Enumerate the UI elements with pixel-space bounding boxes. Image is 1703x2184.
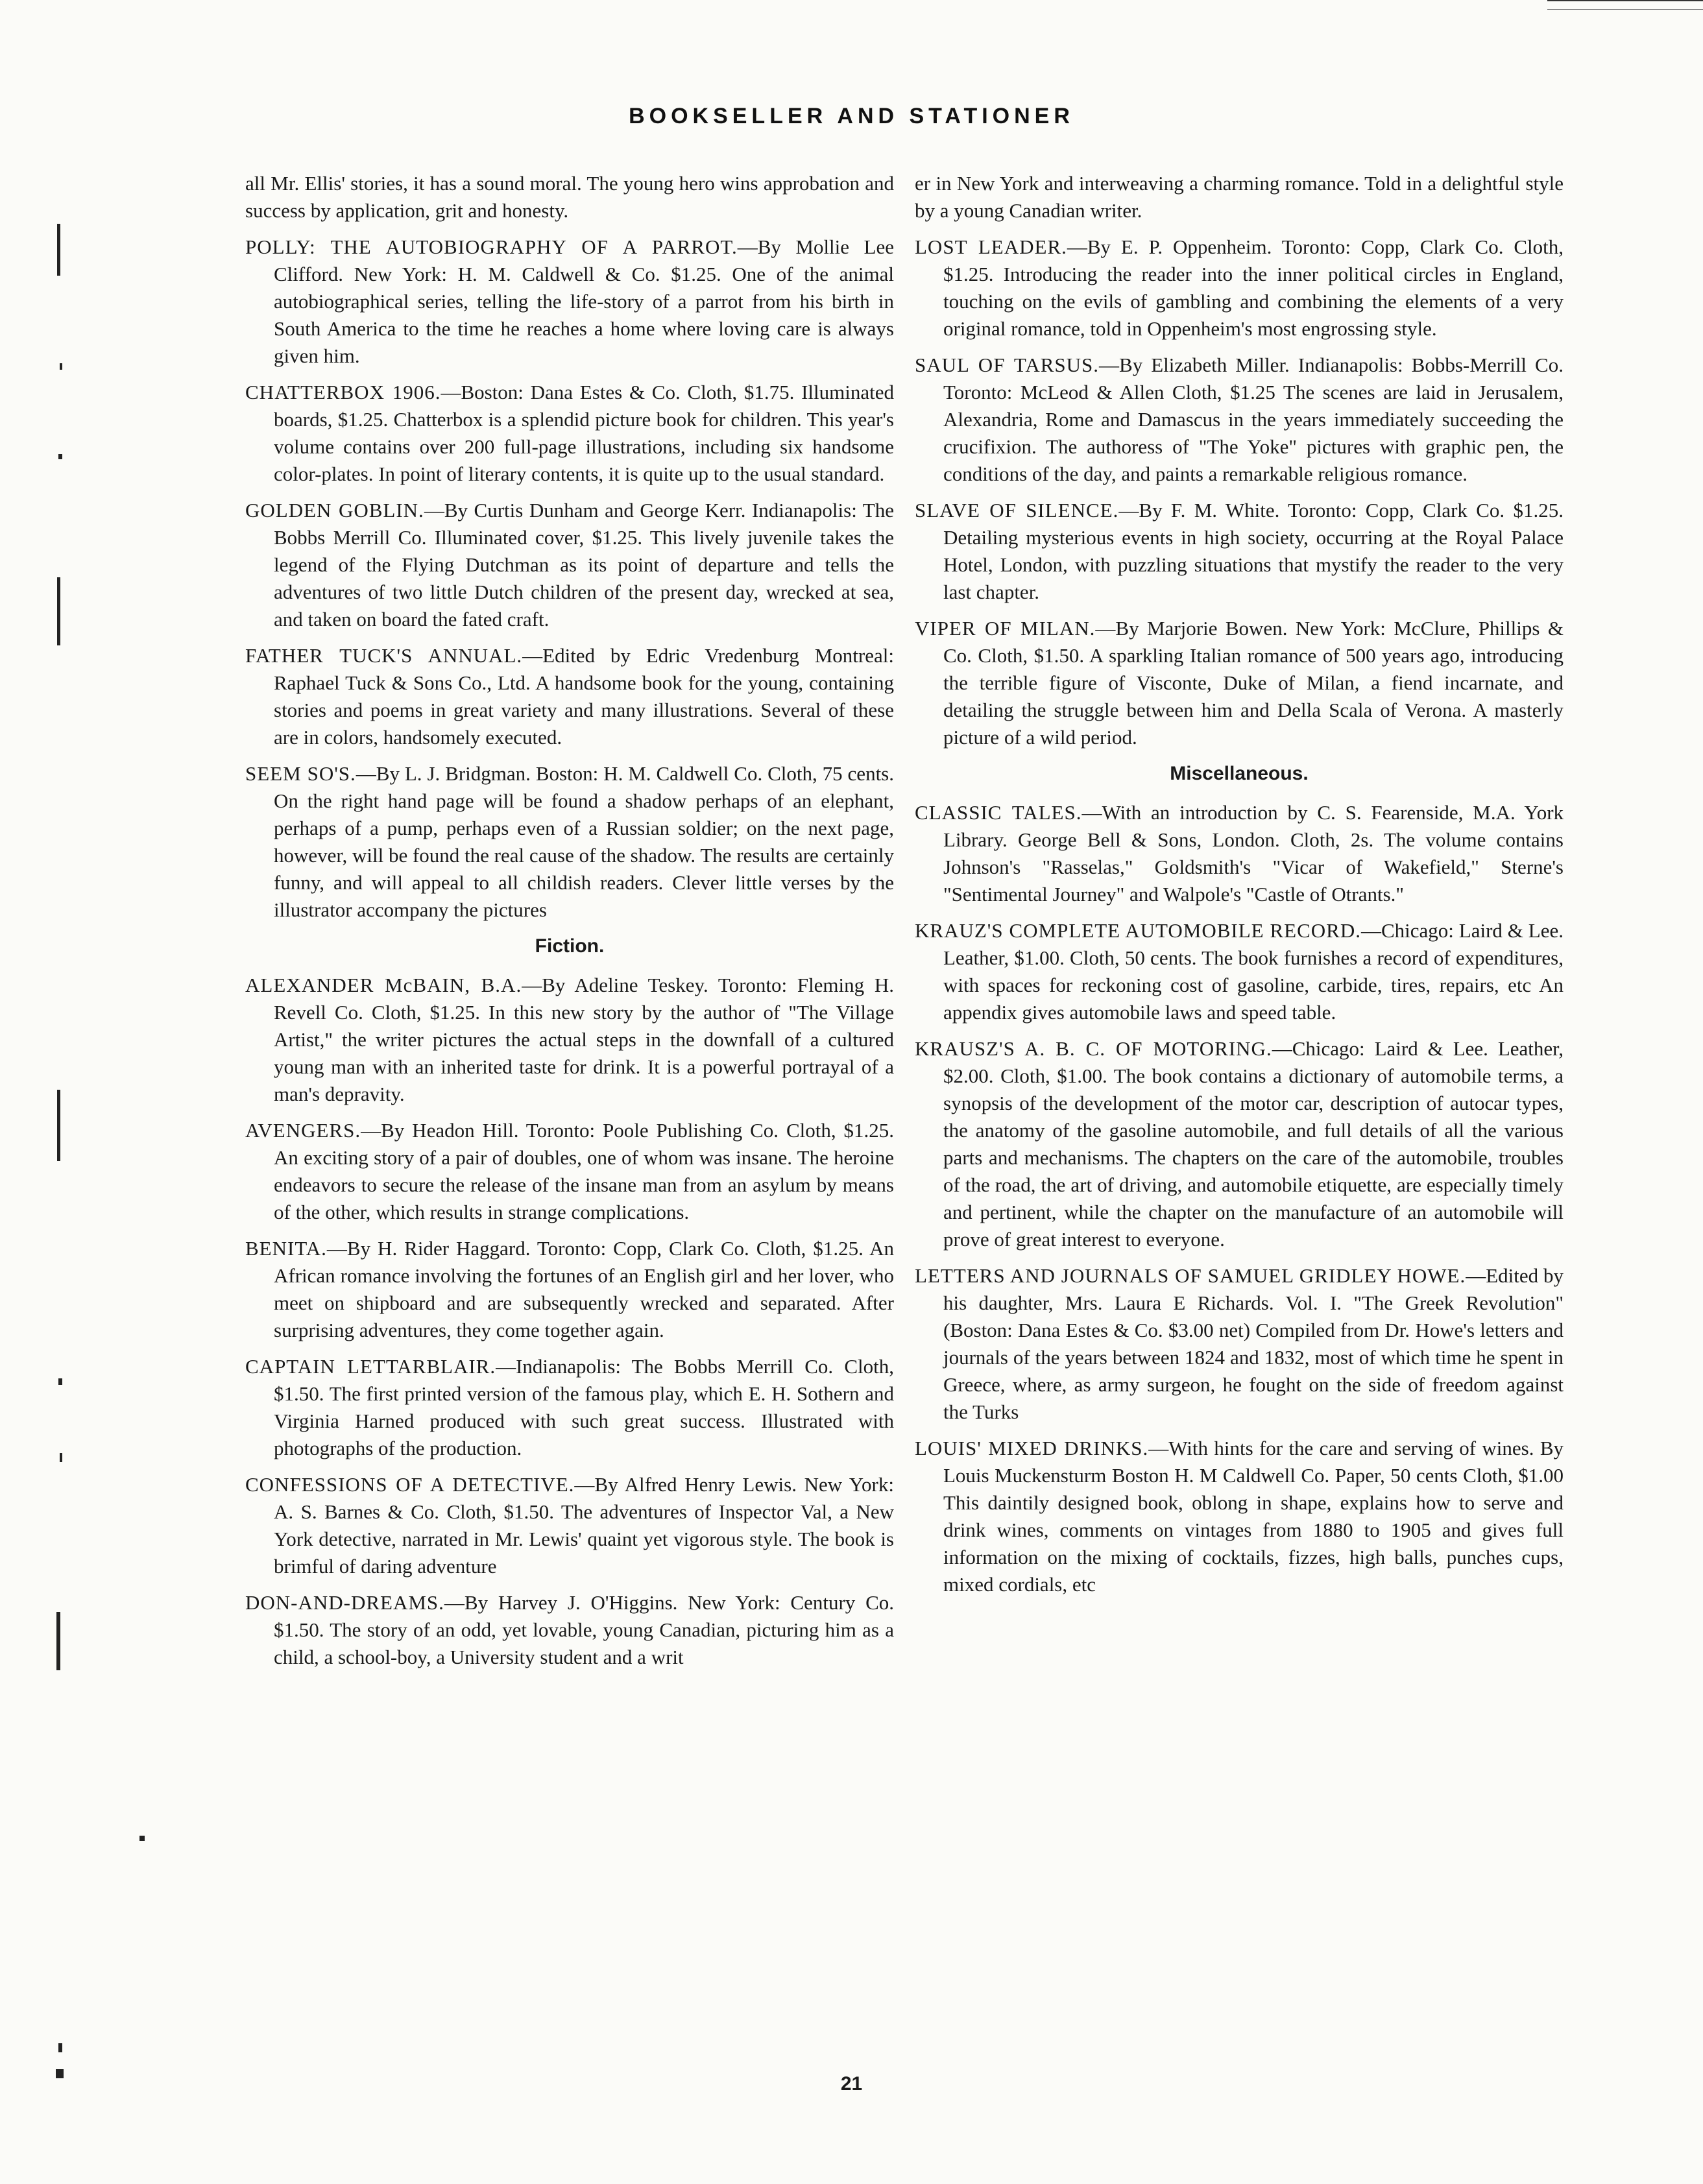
margin-mark	[57, 224, 60, 276]
book-description: —By E. P. Oppenheim. Toronto: Copp, Clark Co. Cloth, $1.25. Introducing the reader into the inner political circles in England, touching on the evils of gambling and combining the elements of a very original romance, told in Oppenheim's most engrossing style.	[943, 235, 1564, 340]
list-item	[245, 642, 894, 751]
list-item	[915, 1262, 1564, 1426]
margin-mark	[139, 1836, 145, 1841]
book-description: —By Alfred Henry Lewis. New York: A. S. Barnes & Co. Cloth, $1.50. The adventures of Inspector Val, a New York detective, narrated in Mr. Lewis' quaint yet vigorous style. The book is brimful of daring adventure	[274, 1473, 894, 1578]
list-item	[915, 1035, 1564, 1253]
list-item	[245, 1235, 894, 1344]
book-description: —By Headon Hill. Toronto: Poole Publishing Co. Cloth, $1.25. An exciting story of a pair of doubles, one of whom was insane. The heroine endeavors to secure the release of the insane man from an asylum by means of the other, which results in strange complications.	[274, 1119, 894, 1223]
book-title: SEEM SO'S.	[245, 762, 356, 785]
book-title: CAPTAIN LETTARBLAIR.	[245, 1355, 496, 1378]
book-description: —With hints for the care and serving of wines. By Louis Muckensturm Boston H. M Caldwell Co. Paper, 50 cents Cloth, $1.00 This daintily designed book, oblong in shape, explains how to serve and drink wines, comments on vintages from 1880 to 1905 and gives full information on the mixing of cocktails, fizzes, high balls, punches cups, mixed cordials, etc	[943, 1437, 1564, 1596]
book-title: GOLDEN GOBLIN.	[245, 499, 424, 522]
book-title: AVENGERS.	[245, 1119, 361, 1142]
margin-mark	[57, 577, 60, 645]
continuation-text: all Mr. Ellis' stories, it has a sound moral. The young hero wins approbation and success by application, grit and honesty.	[245, 172, 894, 222]
book-title: DON-AND-DREAMS.	[245, 1591, 444, 1614]
book-title: VIPER OF MILAN.	[915, 617, 1096, 640]
list-item	[915, 615, 1564, 751]
list-item	[245, 972, 894, 1108]
margin-mark	[57, 1090, 60, 1161]
book-title: KRAUZ'S COMPLETE AUTOMOBILE RECORD.	[915, 919, 1361, 942]
section-heading-fiction: Fiction.	[535, 935, 605, 957]
book-title: POLLY: THE AUTOBIOGRAPHY OF A PARROT.	[245, 235, 738, 258]
book-description: —By L. J. Bridgman. Boston: H. M. Caldwell Co. Cloth, 75 cents. On the right hand page will be found a shadow perhaps of an elephant, perhaps of a pump, perhaps even of a Russian soldier; on the next page, however, will be found the real cause of the shadow. The results are certainly funny, and will appeal to all childish readers. Clever little verses by the illustrator accompany the pictures	[274, 762, 894, 921]
book-description: —Chicago: Laird & Lee. Leather, $1.00. Cloth, 50 cents. The book furnishes a record of expenditures, with spaces for reckoning cost of gasoline, carbide, tires, repairs, etc An appendix gives automobile laws and speed table.	[943, 919, 1564, 1024]
book-description: —By Marjorie Bowen. New York: McClure, Phillips & Co. Cloth, $1.50. A sparkling Italian romance of 500 years ago, introducing the terrible figure of Visconte, Duke of Milan, a fiend incarnate, and detailing the struggle between him and Della Scala of Verona. A masterly picture of a wild period.	[943, 617, 1564, 749]
list-item	[245, 497, 894, 633]
continuation-text: er in New York and interweaving a charming romance. Told in a delightful style by a young Canadian writer.	[915, 172, 1564, 222]
list-item	[245, 760, 894, 924]
book-title: CLASSIC TALES.	[915, 801, 1082, 824]
list-item	[915, 917, 1564, 1026]
list-item	[915, 1435, 1564, 1598]
list-item	[245, 1589, 894, 1671]
book-title: ALEXANDER McBAIN, B.A.	[245, 974, 522, 996]
margin-mark	[58, 1378, 62, 1385]
book-title: FATHER TUCK'S ANNUAL.	[245, 644, 523, 667]
book-description: —Edited by Edric Vredenburg Montreal: Raphael Tuck & Sons Co., Ltd. A handsome book for the young, containing stories and poems in great variety and many illustrations. Several of these are in colors, handsomely executed.	[274, 644, 894, 749]
book-title: SAUL OF TARSUS.	[915, 354, 1100, 376]
edge-rule-thin	[1547, 9, 1703, 10]
list-item	[915, 497, 1564, 606]
book-description: —By F. M. White. Toronto: Copp, Clark Co. $1.25. Detailing mysterious events in high society, occurring at the Royal Palace Hotel, London, with puzzling situations that mystify the reader to the very last chapter.	[943, 499, 1564, 603]
list-item	[915, 234, 1564, 342]
list-item	[915, 799, 1564, 908]
book-description: —By Harvey J. O'Higgins. New York: Century Co. $1.50. The story of an odd, yet lovable, young Canadian, picturing him as a child, a school-boy, a University student and a writ	[274, 1591, 894, 1668]
margin-mark	[56, 1612, 60, 1670]
book-description: —By Adeline Teskey. Toronto: Fleming H. Revell Co. Cloth, $1.25. In this new story by the author of "The Village Artist," the writer pictures the actual steps in the downfall of a cultured young man with an inherited taste for drink. It is a powerful portrayal of a man's depravity.	[274, 974, 894, 1105]
book-title: KRAUSZ'S A. B. C. OF MOTORING.	[915, 1037, 1272, 1060]
book-title: BENITA.	[245, 1237, 327, 1260]
book-description: —By Elizabeth Miller. Indianapolis: Bobbs-Merrill Co. Toronto: McLeod & Allen Cloth, $1.25 The scenes are laid in Jerusalem, Alexandria, Rome and Damascus in the years immediately succeeding the crucifixion. The authoress of "The Yoke" pictures with graphic pen, the conditions of the day, and paints a remarkable religious romance.	[943, 354, 1564, 485]
margin-mark	[58, 454, 62, 459]
running-header: BOOKSELLER AND STATIONER	[629, 104, 1074, 128]
section-heading-miscellaneous: Miscellaneous.	[1170, 763, 1309, 784]
list-item	[245, 379, 894, 488]
list-item	[245, 1117, 894, 1226]
book-description: —Boston: Dana Estes & Co. Cloth, $1.75. Illuminated boards, $1.25. Chatterbox is a splendid picture book for children. This year's volume contains over 200 full-page illustrations, including six handsome color-plates. In point of literary contents, it is quite up to the usual standard.	[274, 381, 894, 485]
book-title: LETTERS AND JOURNALS OF SAMUEL GRIDLEY HOWE.	[915, 1264, 1466, 1287]
book-description: —By Mollie Lee Clifford. New York: H. M. Caldwell & Co. $1.25. One of the animal autobiographical series, telling the life-story of a parrot from his birth in South America to the time he reaches a home where loving care is always given him.	[274, 235, 894, 367]
book-description: —With an introduction by C. S. Fearenside, M.A. York Library. George Bell & Sons, London. Cloth, 2s. The volume contains Johnson's "Rasselas," Goldsmith's "Vicar of Wakefield," Sterne's "Sentimental Journey" and Walpole's "Castle of Otrants."	[943, 801, 1564, 906]
book-title: SLAVE OF SILENCE.	[915, 499, 1119, 522]
book-title: LOST LEADER.	[915, 235, 1067, 258]
book-title: CHATTERBOX 1906.	[245, 381, 441, 403]
right-column	[915, 170, 1564, 1607]
book-description: —Indianapolis: The Bobbs Merrill Co. Cloth, $1.50. The first printed version of the famous play, which E. H. Sothern and Virginia Harned produced with such great success. Illustrated with photographs of the production.	[274, 1355, 894, 1459]
book-title: LOUIS' MIXED DRINKS.	[915, 1437, 1149, 1459]
list-item	[245, 234, 894, 370]
page-number: 21	[840, 2073, 863, 2094]
margin-mark	[58, 2043, 62, 2052]
book-description: —Chicago: Laird & Lee. Leather, $2.00. Cloth, $1.00. The book contains a dictionary of automobile terms, a synopsis of the development of the motor car, description of autocar types, the anatomy of the gasoline automobile, and full details of all the various parts and mechanisms. The chapters on the care of the automobile, troubles of the road, the art of driving, and automobile etiquette, are especially timely and pertinent, while the chapter on the manufacture of an automobile will prove of great interest to everyone.	[943, 1037, 1564, 1251]
book-description: —By Curtis Dunham and George Kerr. Indianapolis: The Bobbs Merrill Co. Illuminated cover, $1.25. This lively juvenile takes the legend of the Flying Dutchman as its point of departure and tells the adventures of two little Dutch children of the present day, wrecked at sea, and taken on board the fated craft.	[274, 499, 894, 630]
margin-mark	[60, 1453, 62, 1462]
list-item	[245, 1471, 894, 1580]
book-title: CONFESSIONS OF A DETECTIVE.	[245, 1473, 575, 1496]
list-item	[245, 1353, 894, 1462]
book-description: —Edited by his daughter, Mrs. Laura E Richards. Vol. I. "The Greek Revolution" (Boston: Dana Estes & Co. $3.00 net) Compiled from Dr. Howe's letters and journals of the years between 1824 and 1832, most of which time he spent in Greece, where, as army surgeon, he fought on the side of freedom against the Turks	[943, 1264, 1564, 1423]
left-column	[245, 170, 894, 1680]
edge-rule	[1547, 0, 1703, 1]
list-item	[915, 352, 1564, 488]
book-description: —By H. Rider Haggard. Toronto: Copp, Clark Co. Cloth, $1.25. An African romance involving the fortunes of an English girl and her lover, who meet on shipboard and are subsequently wrecked and separated. After surprising adventures, they come together again.	[274, 1237, 894, 1341]
margin-mark	[60, 363, 62, 370]
